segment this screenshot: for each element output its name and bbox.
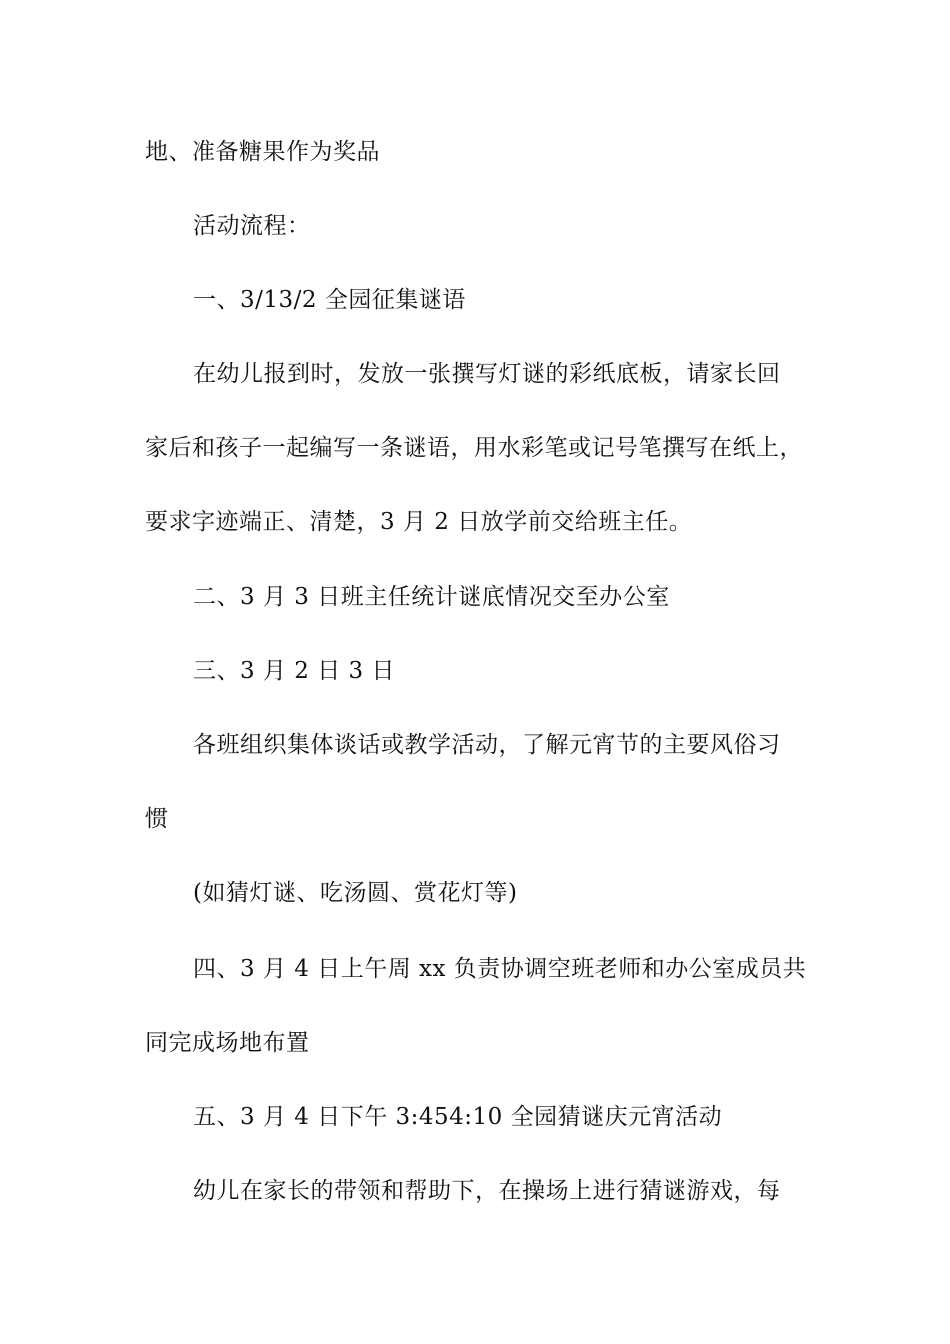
text-line: 活动流程：	[193, 213, 311, 239]
text-line: 二、3 月 3 日班主任统计谜底情况交至办公室	[193, 584, 670, 610]
text-line: (如猜灯谜、吃汤圆、赏花灯等)	[193, 880, 518, 906]
text-line: 要求字迹端正、清楚，3 月 2 日放学前交给班主任。	[145, 509, 693, 535]
text-line: 五、3 月 4 日下午 3:454:10 全园猜谜庆元宵活动	[193, 1104, 723, 1130]
text-line: 惯	[145, 806, 169, 832]
text-line: 各班组织集体谈话或教学活动，了解元宵节的主要风俗习	[193, 732, 781, 758]
text-line: 幼儿在家长的带领和帮助下，在操场上进行猜谜游戏，每	[193, 1178, 781, 1204]
text-line: 三、3 月 2 日 3 日	[193, 658, 395, 684]
text-line: 一、3/13/2 全园征集谜语	[193, 287, 466, 313]
text-line: 地、准备糖果作为奖品	[145, 139, 380, 165]
text-line: 在幼儿报到时，发放一张撰写灯谜的彩纸底板，请家长回	[193, 361, 781, 387]
text-line: 同完成场地布置	[145, 1030, 310, 1056]
text-line: 家后和孩子一起编写一条谜语，用水彩笔或记号笔撰写在纸上，	[145, 435, 803, 461]
text-line: 四、3 月 4 日上午周 xx 负责协调空班老师和办公室成员共	[193, 956, 807, 982]
